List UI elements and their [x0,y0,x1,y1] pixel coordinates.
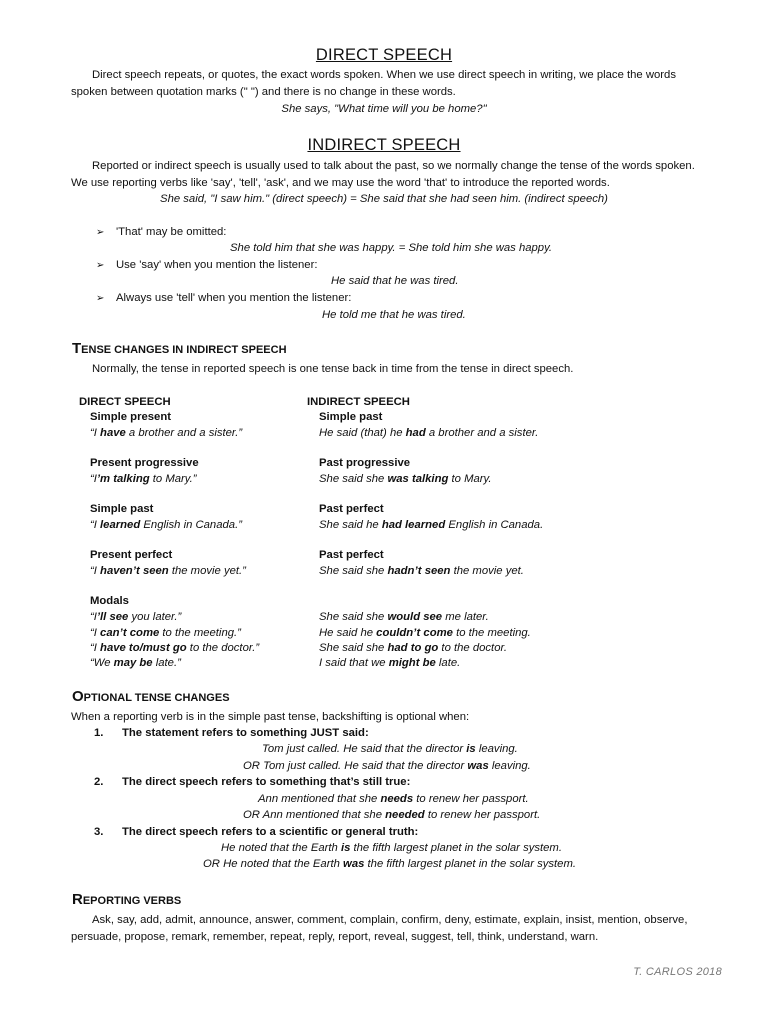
indirect-example: He said (that) he had a brother and a sister. [319,427,539,439]
bullet-example: She told him that she was happy. = She told him she was happy. [230,242,553,254]
optional-example: Tom just called. He said that the director is leaving. [262,743,518,755]
direct-speech-example: She says, "What time will you be home?" [281,103,487,115]
tense-changes-heading: TENSE CHANGES IN INDIRECT SPEECH [72,340,287,357]
tense-name: Simple past [319,411,383,423]
tense-name: Simple past [90,503,154,515]
reporting-verbs-heading: REPORTING VERBS [72,891,182,908]
tense-name: Present progressive [90,457,199,469]
footer-author: T. CARLOS 2018 [633,966,722,978]
direct-example: “We may be late.” [90,657,181,669]
bullet-item [96,258,318,273]
numbered-item: 3. The direct speech refers to a scientific or general truth: [94,826,419,838]
indirect-speech-title: INDIRECT SPEECH [307,136,461,154]
bullet-example: He told me that he was tired. [322,309,466,321]
tense-changes-intro: Normally, the tense in reported speech is one tense back in time from the tense in direct speech. [92,363,574,375]
direct-example: “I can’t come to the meeting.” [90,627,241,639]
direct-example: “I’ll see you later.” [90,611,182,623]
tense-name: Present perfect [90,549,173,561]
optional-example: He noted that the Earth is the fifth largest planet in the solar system. [221,842,562,854]
tense-name: Simple present [90,411,171,423]
bullet-text: 'That' may be omitted: [116,226,227,238]
optional-example: OR Ann mentioned that she needed to renew her passport. [243,809,541,821]
numbered-item: 1. The statement refers to something JUST said: [94,727,369,739]
direct-example: “I learned English in Canada.” [90,519,242,531]
optional-example: OR Tom just called. He said that the director was leaving. [243,760,531,772]
direct-speech-title: DIRECT SPEECH [315,46,453,64]
tense-name: Past perfect [319,503,384,515]
indirect-example: I said that we might be late. [319,657,461,669]
bullet-example: He said that he was tired. [331,275,459,287]
indirect-example: She said she had to go to the doctor. [319,642,507,654]
column-header-indirect: INDIRECT SPEECH [307,396,410,408]
indirect-example: He said he couldn’t come to the meeting. [319,627,531,639]
tense-name: Past progressive [319,457,411,469]
arrow-bullet-icon: ➢ [96,260,105,271]
tense-name: Past perfect [319,549,384,561]
optional-example: Ann mentioned that she needs to renew her passport. [258,793,529,805]
direct-example: “I’m talking to Mary.” [90,473,197,485]
bullet-item [96,225,226,240]
reporting-verbs-line-2: persuade, propose, remark, remember, repeat, reply, report, reveal, suggest, tell, think, understand, warn. [71,931,599,943]
direct-speech-paragraph-line-1: Direct speech repeats, or quotes, the exact words spoken. When we use direct speech in writing, we place the words [92,69,676,81]
optional-example: OR He noted that the Earth was the fifth largest planet in the solar system. [203,858,577,870]
indirect-speech-paragraph-line-1: Reported or indirect speech is usually used to talk about the past, so we normally change the tense of the words spoken. [92,160,695,172]
indirect-example: She said she would see me later. [319,611,489,623]
arrow-bullet-icon: ➢ [96,293,105,304]
numbered-item: 2. The direct speech refers to something that’s still true: [94,776,411,788]
bullet-text: Use 'say' when you mention the listener: [116,259,318,271]
indirect-example: She said she hadn’t seen the movie yet. [319,565,524,577]
reporting-verbs-line-1: Ask, say, add, admit, announce, answer, comment, complain, confirm, deny, estimate, explain, insist, mention, observe, [92,914,688,926]
bullet-item [96,291,351,306]
indirect-example: She said she was talking to Mary. [319,473,492,485]
arrow-bullet-icon: ➢ [96,227,105,238]
indirect-speech-example: She said, "I saw him." (direct speech) = She said that she had seen him. (indirect speech) [160,193,608,205]
tense-name: Modals [90,595,129,607]
direct-speech-paragraph-line-2: spoken between quotation marks (" ") and there is no change in these words. [71,86,456,98]
direct-example: “I haven’t seen the movie yet.” [90,565,246,577]
bullet-text: Always use 'tell' when you mention the listener: [116,292,352,304]
column-header-direct: DIRECT SPEECH [79,396,171,408]
direct-example: “I have to/must go to the doctor.” [90,642,260,654]
indirect-speech-paragraph-line-2: We use reporting verbs like 'say', 'tell', 'ask', and we may use the word 'that' to introduce the reported words. [71,177,610,189]
optional-intro: When a reporting verb is in the simple past tense, backshifting is optional when: [71,711,470,723]
optional-tense-changes-heading: OPTIONAL TENSE CHANGES [72,688,230,705]
indirect-example: She said he had learned English in Canada. [319,519,544,531]
direct-example: “I have a brother and a sister.” [90,427,243,439]
